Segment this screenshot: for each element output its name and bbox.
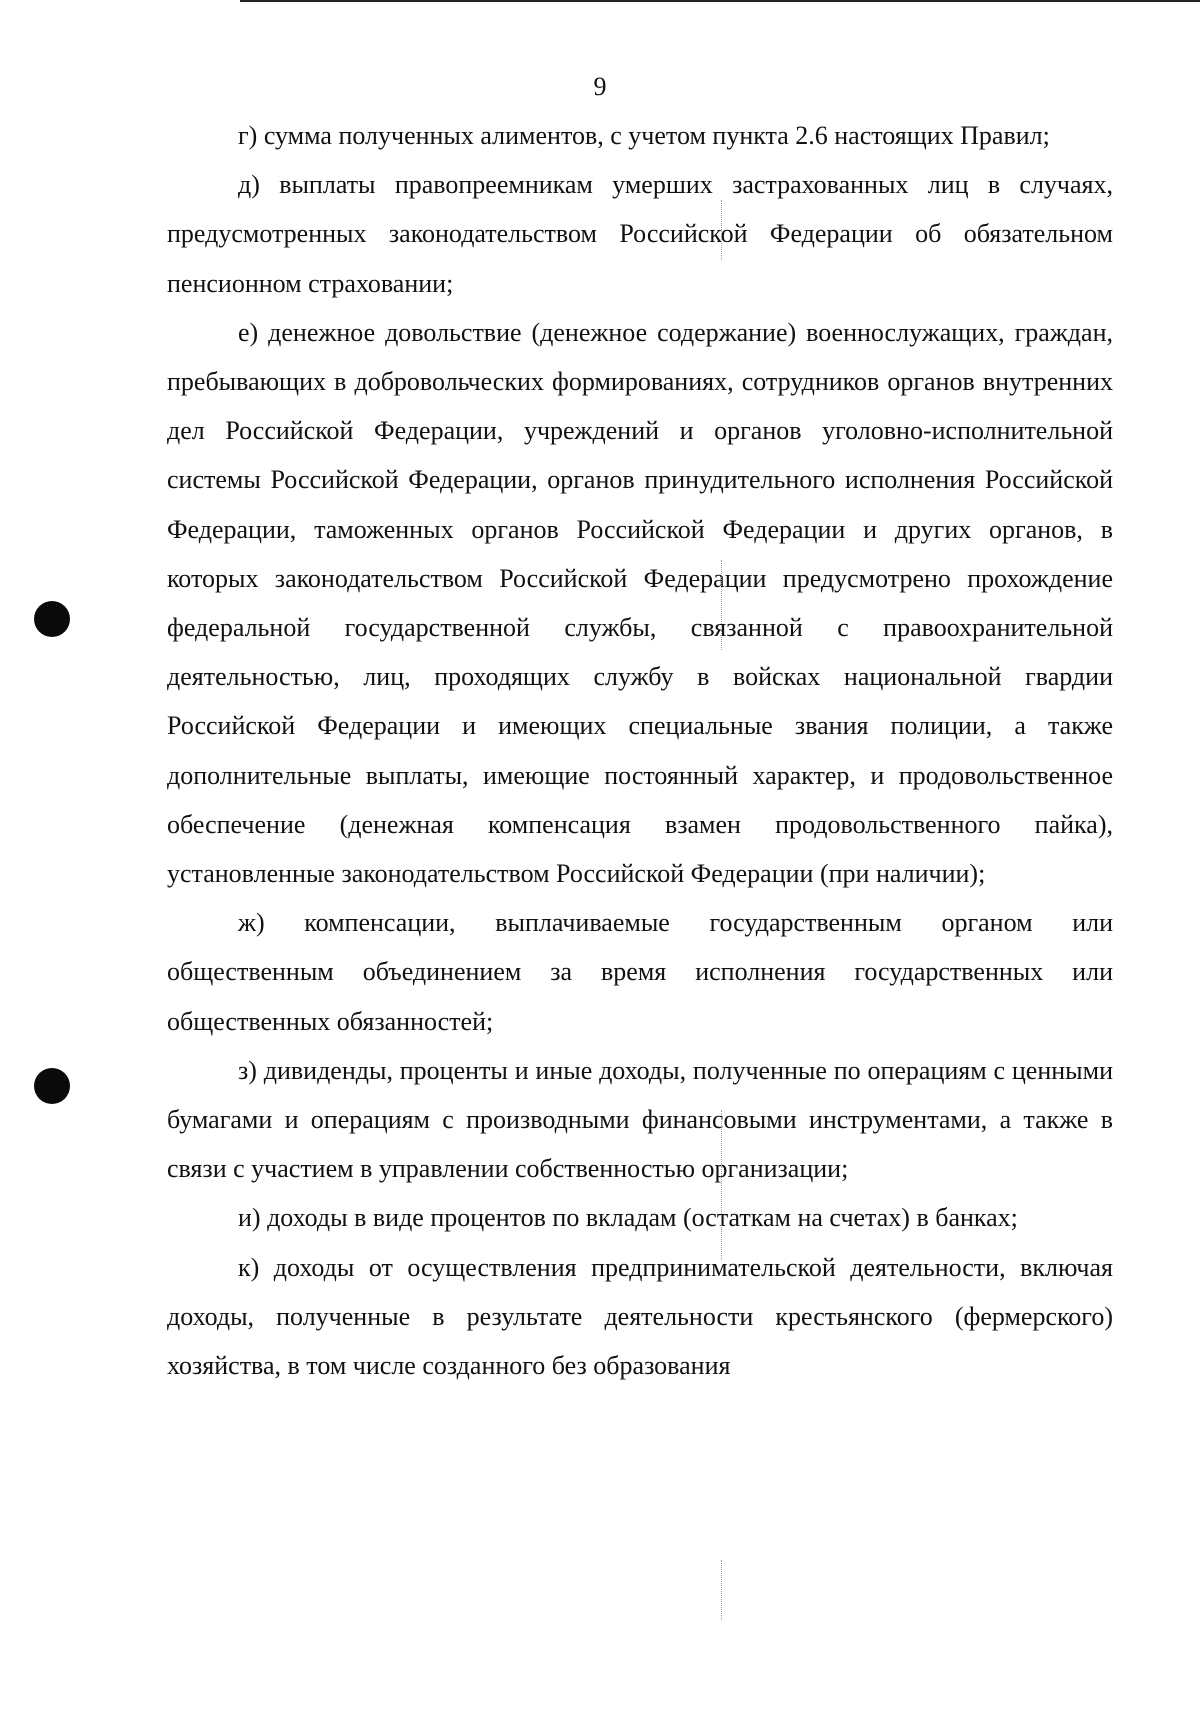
paragraph-e: е) денежное довольствие (денежное содержание) военнослужащих, граждан, пребывающих в добровольческих формированиях, сотрудников органов внутренних дел Российской Федерации, учреждений и органов уголовно-исполнительной системы Российской Федерации, органов принудительного исполнения Российской Федерации, таможенных органов Российской Федерации и других органов, в которых законодательством Российской Федерации предусмотрено прохождение федеральной государственной службы, связанной с правоохранительной деятельностью, лиц, проходящих службу в войсках национальной гвардии Российской Федерации и имеющих специальные звания полиции, а также дополнительные выплаты, имеющие постоянный характер, и продовольственное обеспечение (денежная компенсация взамен продовольственного пайка), установленные законодательством Российской Федерации (при наличии); xyxy=(167,317,1113,889)
paragraph-i: и) доходы в виде процентов по вкладам (остаткам на счетах) в банках; xyxy=(238,1203,1018,1233)
fold-crease xyxy=(721,560,722,650)
fold-crease xyxy=(721,1110,722,1260)
hole-punch-mark xyxy=(34,1068,70,1104)
paragraph-g: г) сумма полученных алиментов, с учетом пункта 2.6 настоящих Правил; xyxy=(238,121,1050,150)
page-number: 9 xyxy=(593,72,607,101)
fold-crease xyxy=(721,200,722,260)
hole-punch-mark xyxy=(34,601,70,637)
paragraph-z: з) дивиденды, проценты и иные доходы, полученные по операциям с ценными бумагами и операциям с производными финансовыми инструментами, а также в связи с участием в управлении собственностью организации; xyxy=(167,1055,1113,1184)
paragraph-d: д) выплаты правопреемникам умерших застрахованных лиц в случаях, предусмотренных законодательством Российской Федерации об обязательном пенсионном страховании; xyxy=(167,170,1113,298)
fold-crease xyxy=(721,1560,722,1620)
paragraph-k: к) доходы от осуществления предпринимательской деятельности, включая доходы, полученные в результате деятельности крестьянского (фермерского) хозяйства, в том числе созданного без образования xyxy=(167,1252,1113,1381)
top-edge-line xyxy=(240,0,1200,2)
paragraph-zh: ж) компенсации, выплачиваемые государственным органом или общественным объединением за время исполнения государственных или общественных обязанностей; xyxy=(167,908,1113,1036)
document-body xyxy=(167,111,1113,1390)
